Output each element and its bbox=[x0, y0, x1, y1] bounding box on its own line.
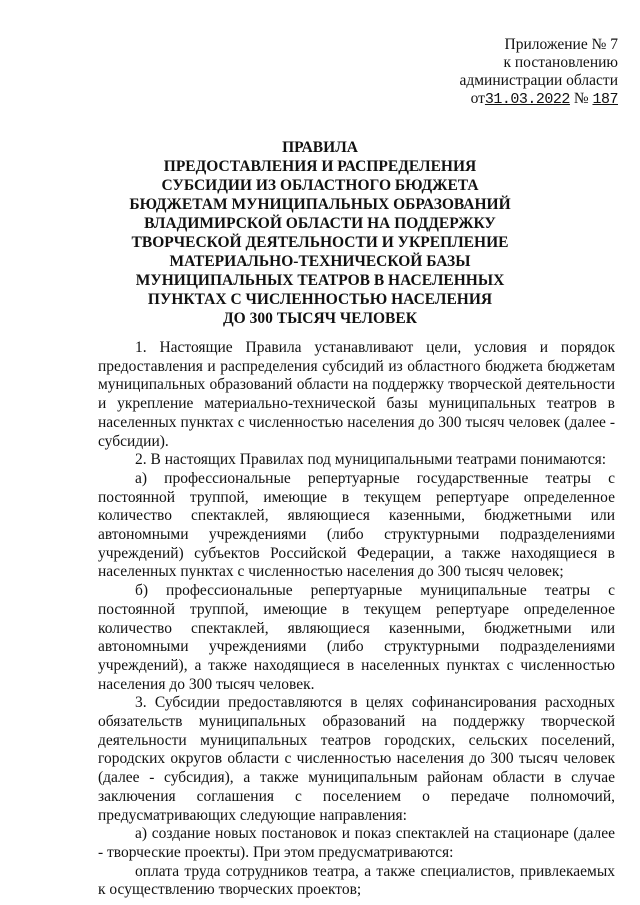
resolution-number: 187 bbox=[592, 91, 618, 108]
title-line: БЮДЖЕТАМ МУНИЦИПАЛЬНЫХ ОБРАЗОВАНИЙ bbox=[129, 196, 511, 213]
title-line: ПРЕДОСТАВЛЕНИЯ И РАСПРЕДЕЛЕНИЯ bbox=[163, 158, 477, 175]
appendix-resolution: к постановлению bbox=[503, 54, 618, 71]
appendix-authority: администрации области bbox=[459, 72, 618, 89]
title-line: МУНИЦИПАЛЬНЫХ ТЕАТРОВ В НАСЕЛЕННЫХ bbox=[135, 272, 505, 289]
paragraph-2: 2. В настоящих Правилах под муниципальными театрами понимаются: bbox=[135, 451, 607, 469]
document-body bbox=[98, 339, 615, 900]
paragraph-1: 1. Настоящие Правила устанавливают цели, условия и порядок предоставления и распределения субсидий из областного бюджета бюджетам муниципальных образований области на поддержку творческой деятельности и укрепление материально-технической базы муниципальных театров в населенных пунктах с численностью населения до 300 тысяч человек (далее - субсидии). bbox=[98, 339, 615, 450]
resolution-date: 31.03.2022 bbox=[484, 91, 570, 108]
title-line: ПУНКТАХ С ЧИСЛЕННОСТЬЮ НАСЕЛЕНИЯ bbox=[147, 291, 493, 308]
title-line: МАТЕРИАЛЬНО-ТЕХНИЧЕСКОЙ БАЗЫ bbox=[169, 253, 471, 270]
title-line: ТВОРЧЕСКОЙ ДЕЯТЕЛЬНОСТИ И УКРЕПЛЕНИЕ bbox=[131, 234, 509, 251]
paragraph-2a: а) профессиональные репертуарные государственные театры с постоянной труппой, имеющие в текущем репертуаре определенное количество спектаклей, являющиеся казенными, бюджетными или автономными учреждениями (либо структурными подразделениями учреждений) субъектов Российской Федерации, а также находящиеся в населенных пунктах с численностью населения до 300 тысяч человек; bbox=[98, 469, 615, 581]
title-line: ПРАВИЛА bbox=[282, 139, 358, 156]
title-line: ВЛАДИМИРСКОЙ ОБЛАСТИ НА ПОДДЕРЖКУ bbox=[144, 215, 496, 232]
title-line: СУБСИДИИ ИЗ ОБЛАСТНОГО БЮДЖЕТА bbox=[161, 177, 479, 194]
appendix-block bbox=[459, 36, 618, 109]
paragraph-3a: а) создание новых постановок и показ спектаклей на стационаре (далее - творческие проекты). При этом предусматриваются: bbox=[98, 825, 615, 861]
paragraph-3a-item: оплата труда сотрудников театра, а также специалистов, привлекаемых к осуществлению творческих проектов; bbox=[98, 862, 615, 899]
paragraph-3: 3. Субсидии предоставляются в целях софинансирования расходных обязательств муниципальных образований на поддержку творческой деятельности муниципальных театров городских, сельских поселений, городских округов области с численностью населения до 300 тысяч человек (далее - субсидия), а также муниципальным районам области в случае заключения соглашения с поселением о передаче полномочий, предусматривающих следующие направления: bbox=[98, 694, 615, 824]
paragraph-2b: б) профессиональные репертуарные муниципальные театры с постоянной труппой, имеющие в текущем репертуаре определенное количество спектаклей, являющиеся казенными, бюджетными или автономными учреждениями (либо структурными подразделениями учреждений), а также находящиеся в населенных пунктах с численностью населения до 300 тысяч человек. bbox=[98, 582, 615, 693]
appendix-title: Приложение № 7 bbox=[504, 36, 618, 53]
date-prefix: от bbox=[470, 90, 485, 107]
number-prefix: № bbox=[573, 90, 589, 107]
appendix-date-line bbox=[459, 90, 618, 109]
document-title bbox=[60, 138, 580, 328]
title-line: ДО 300 ТЫСЯЧ ЧЕЛОВЕК bbox=[223, 310, 417, 327]
